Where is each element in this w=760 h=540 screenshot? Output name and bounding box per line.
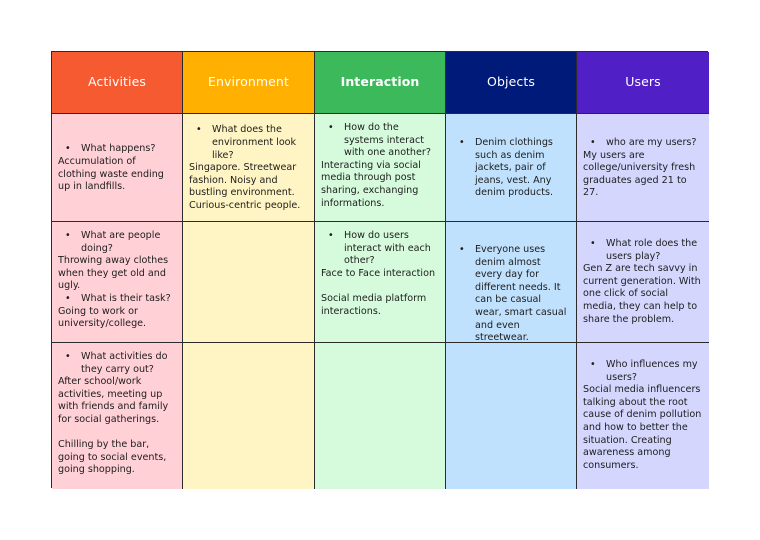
- spacer: [58, 427, 176, 440]
- cell-users-row2: [577, 222, 709, 343]
- bullet-icon: •: [459, 137, 465, 149]
- cell-interaction-row3: [315, 343, 446, 489]
- cell-activities-row1: [52, 114, 183, 222]
- objects-text: Denim clothings such as denim jackets, pair of jeans, vest. Any denim products.: [475, 137, 554, 199]
- answer-text: My users are college/university fresh graduates aged 21 to 27.: [583, 149, 696, 199]
- bullet-icon: •: [65, 351, 71, 362]
- bullet-item: [58, 230, 176, 255]
- question-text: who are my users?: [606, 137, 697, 149]
- answer-text: Accumulation of clothing waste ending up in landfills.: [58, 155, 164, 193]
- answer-text-extra: Chilling by the bar, going to social events, going shopping.: [58, 439, 167, 476]
- cell-environment-row3: [183, 343, 315, 489]
- answer-text-extra: Social media platform interactions.: [321, 292, 427, 317]
- bullet-icon: •: [590, 359, 596, 370]
- bullet-icon: •: [65, 292, 71, 304]
- answer-text: Gen Z are tech savvy in current generation. With one click of social media, they can help to share the problem.: [583, 263, 701, 325]
- bullet-item: [583, 359, 703, 384]
- question-text: How do the systems interact with one another?: [344, 122, 431, 159]
- bullet-item: [58, 293, 176, 306]
- header-environment: Environment: [183, 52, 315, 114]
- cell-activities-row2: [52, 222, 183, 343]
- objects-text: Everyone uses denim almost every day for different needs. It can be casual wear, smart casual and even streetwear.: [475, 244, 567, 343]
- bullet-item: [452, 137, 570, 200]
- bullet-icon: •: [328, 122, 334, 133]
- question-text: Who influences my users?: [606, 359, 698, 383]
- cell-environment-row1: [183, 114, 315, 222]
- question-text: What is their task?: [81, 292, 171, 304]
- bullet-item: [58, 143, 176, 156]
- answer-text: Singapore. Streetwear fashion. Noisy and bustling environment. Curious-centric people.: [189, 162, 301, 211]
- answer-text: Social media influencers talking about the root cause of denim pollution and how to better the situation. Creating awareness among consumers.: [583, 384, 702, 471]
- answer-text: Throwing away clothes when they get old and ugly.: [58, 255, 169, 292]
- bullet-icon: •: [459, 244, 465, 255]
- question-text: How do users interact with each other?: [344, 230, 431, 267]
- cell-users-row1: [577, 114, 709, 222]
- cell-activities-row3: [52, 343, 183, 489]
- question-text: What are people doing?: [81, 230, 161, 254]
- header-interaction: Interaction: [315, 52, 446, 114]
- cell-users-row3: [577, 343, 709, 489]
- bullet-icon: •: [328, 230, 334, 241]
- bullet-item: [583, 137, 703, 150]
- bullet-item: [58, 351, 176, 376]
- question-text: What role does the users play?: [606, 238, 698, 262]
- cell-objects-row2: [446, 222, 577, 343]
- header-objects: Objects: [446, 52, 577, 114]
- bullet-icon: •: [196, 124, 202, 136]
- answer-text: Interacting via social media through post sharing, exchanging informations.: [321, 159, 421, 209]
- cell-objects-row1: [446, 114, 577, 222]
- answer-text: Going to work or university/college.: [58, 305, 147, 330]
- header-users: Users: [577, 52, 709, 114]
- spacer: [321, 280, 439, 293]
- bullet-icon: •: [65, 230, 71, 241]
- answer-text: After school/work activities, meeting up with friends and family for social gatherings.: [58, 376, 169, 425]
- cell-objects-row3: [446, 343, 577, 489]
- bullet-icon: •: [65, 143, 71, 155]
- bullet-item: [321, 122, 439, 160]
- aeiou-framework-table: [51, 51, 708, 488]
- question-text: What does the environment look like?: [212, 124, 297, 161]
- bullet-icon: •: [590, 137, 596, 149]
- question-text: What activities do they carry out?: [81, 351, 168, 375]
- bullet-item: [321, 230, 439, 268]
- bullet-item: [189, 124, 308, 162]
- question-text: What happens?: [81, 143, 156, 155]
- cell-interaction-row1: [315, 114, 446, 222]
- header-activities: Activities: [52, 52, 183, 114]
- answer-text: Face to Face interaction: [321, 267, 436, 279]
- bullet-item: [452, 244, 570, 343]
- cell-environment-row2: [183, 222, 315, 343]
- bullet-item: [583, 238, 703, 263]
- cell-interaction-row2: [315, 222, 446, 343]
- bullet-icon: •: [590, 238, 596, 249]
